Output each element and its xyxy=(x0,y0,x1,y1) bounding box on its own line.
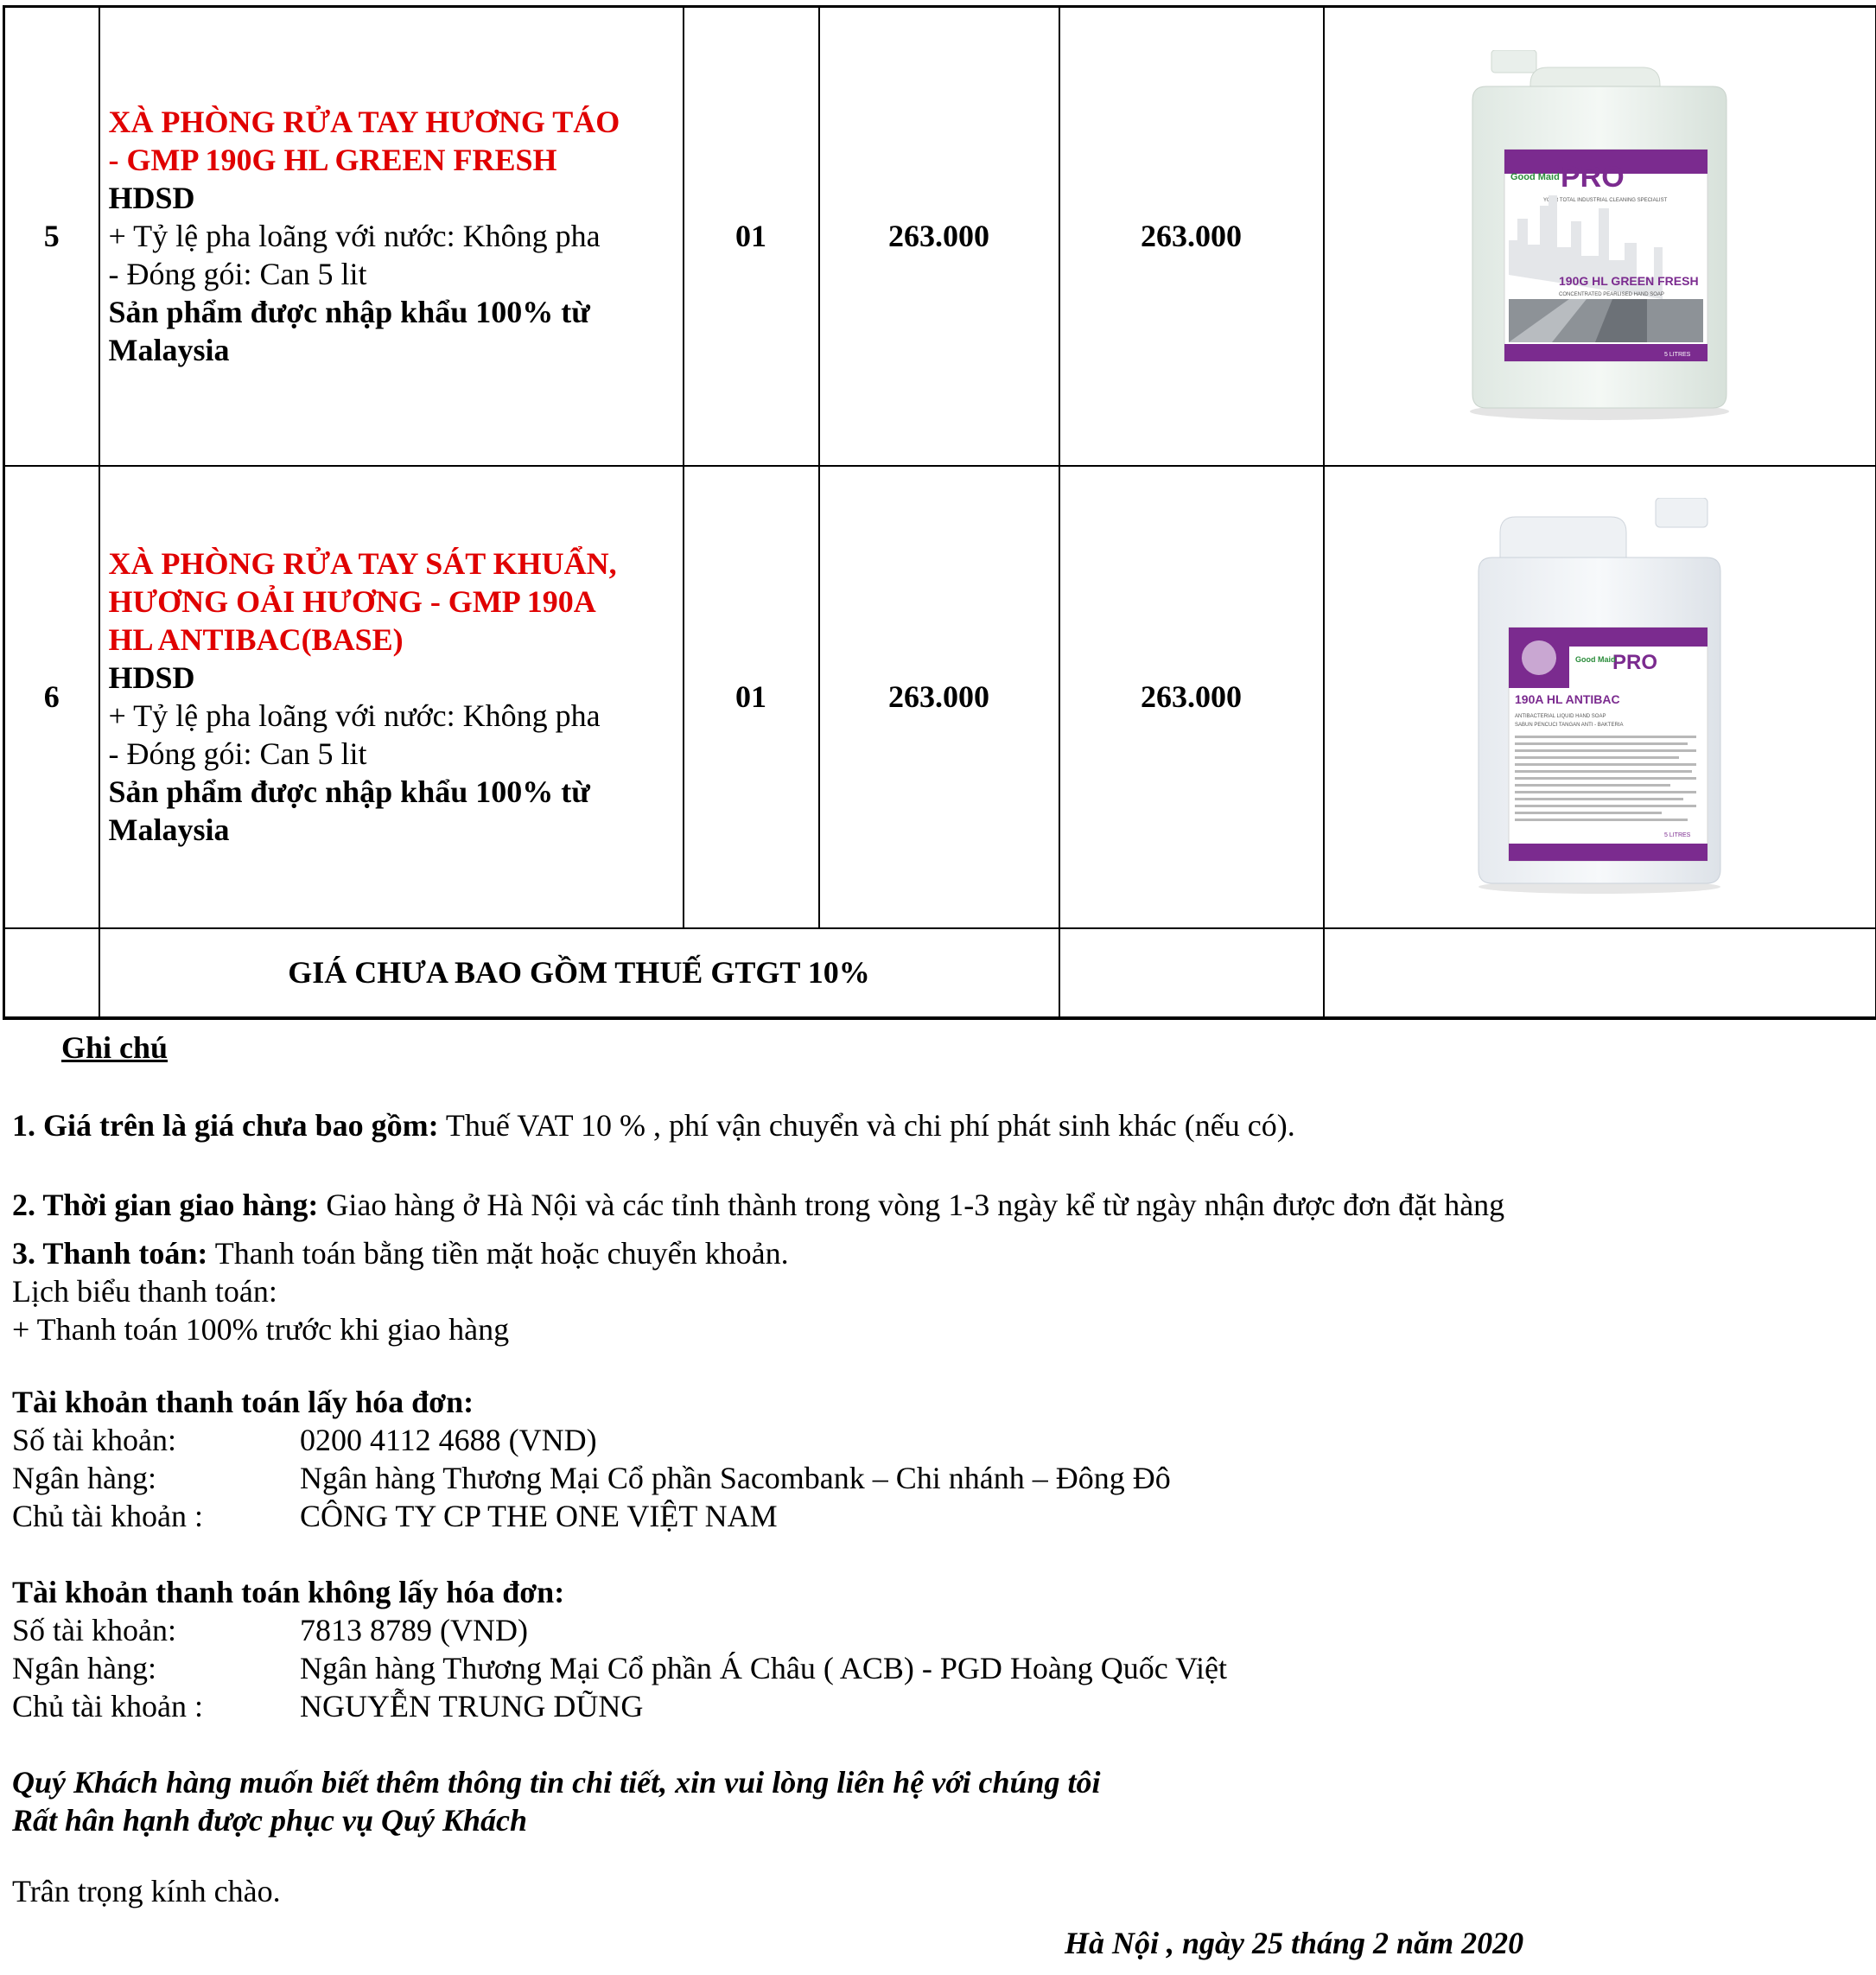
vat-note: GIÁ CHƯA BAO GỒM THUẾ GTGT 10% xyxy=(99,928,1059,1018)
brand-logo-text: PRO xyxy=(1561,161,1625,194)
invoice-account-number: Số tài khoản: 0200 4112 4688 (VND) xyxy=(12,1423,597,1457)
product-table xyxy=(3,5,1876,1020)
invoice-account-heading: Tài khoản thanh toán lấy hóa đơn: xyxy=(12,1385,474,1419)
packaging: - Đóng gói: Can 5 lit xyxy=(108,736,367,771)
svg-text:5 LITRES: 5 LITRES xyxy=(1664,352,1691,359)
origin-note: Sản phẩm được nhập khẩu 100% từ Malaysia xyxy=(108,295,590,368)
product-image-cell xyxy=(1324,7,1876,466)
invoice-account-owner: Chủ tài khoản : CÔNG TY CP THE ONE VIỆT NAM xyxy=(12,1499,778,1533)
closing-contact-line: Quý Khách hàng muốn biết thêm thông tin chi tiết, xin vui lòng liên hệ với chúng tôi xyxy=(12,1765,1101,1800)
notes-heading: Ghi chú xyxy=(61,1030,169,1065)
jerrycan-green-fresh xyxy=(1457,50,1742,422)
table-row xyxy=(4,466,1876,928)
svg-text:Good Maid: Good Maid xyxy=(1575,655,1616,664)
line-total: 263.000 xyxy=(1059,7,1324,466)
product-description xyxy=(99,466,684,928)
closing-greeting: Trân trọng kính chào. xyxy=(12,1874,281,1908)
svg-text:YOUR TOTAL INDUSTRIAL CLEANING: YOUR TOTAL INDUSTRIAL CLEANING SPECIALIST xyxy=(1543,198,1668,204)
svg-text:5 LITRES: 5 LITRES xyxy=(1664,832,1691,838)
brand-logo-text: PRO xyxy=(1612,651,1658,674)
product-image-cell xyxy=(1324,466,1876,928)
no-invoice-account-number: Số tài khoản: 7813 8789 (VND) xyxy=(12,1613,528,1647)
product-image xyxy=(1470,498,1729,895)
quantity: 01 xyxy=(684,7,819,466)
row-number: 5 xyxy=(4,7,99,466)
payment-schedule-item: + Thanh toán 100% trước khi giao hàng xyxy=(12,1312,510,1347)
dilution-ratio: + Tỷ lệ pha loãng với nước: Không pha xyxy=(108,698,601,733)
svg-text:SABUN PENCUCI TANGAN ANTI - BA: SABUN PENCUCI TANGAN ANTI - BAKTERIA xyxy=(1515,723,1624,728)
no-invoice-account-owner: Chủ tài khoản : NGUYỄN TRUNG DŨNG xyxy=(12,1689,644,1723)
note-payment: 3. Thanh toán: Thanh toán bằng tiền mặt hoặc chuyển khoản. xyxy=(12,1236,789,1271)
svg-text:Good Maid: Good Maid xyxy=(1510,172,1561,183)
note-delivery: 2. Thời gian giao hàng: Giao hàng ở Hà Nội và các tỉnh thành trong vòng 1-3 ngày kể từ ngày nhận được đơn đặt hàng xyxy=(12,1188,1505,1222)
quantity: 01 xyxy=(684,466,819,928)
invoice-account-bank: Ngân hàng: Ngân hàng Thương Mại Cổ phần Sacombank – Chi nhánh – Đông Đô xyxy=(12,1461,1171,1495)
product-name-line: XÀ PHÒNG RỬA TAY SÁT KHUẨN, xyxy=(108,546,617,581)
product-name-line: HL ANTIBAC(BASE) xyxy=(108,622,404,657)
line-total: 263.000 xyxy=(1059,466,1324,928)
product-name-line: - GMP 190G HL GREEN FRESH xyxy=(108,143,557,178)
date-line: Hà Nội , ngày 25 tháng 2 năm 2020 xyxy=(1065,1926,1524,1960)
usage-heading: HDSD xyxy=(108,660,195,695)
usage-heading: HDSD xyxy=(108,181,195,216)
unit-price: 263.000 xyxy=(819,7,1059,466)
no-invoice-account-bank: Ngân hàng: Ngân hàng Thương Mại Cổ phần Á Châu ( ACB) - PGD Hoàng Quốc Việt xyxy=(12,1651,1227,1685)
product-image xyxy=(1457,50,1742,422)
closing-service-line: Rất hân hạnh được phục vụ Quý Khách xyxy=(12,1803,528,1838)
row-number: 6 xyxy=(4,466,99,928)
payment-schedule-label: Lịch biểu thanh toán: xyxy=(12,1274,277,1309)
svg-text:CONCENTRATED PEARLISED HAND SO: CONCENTRATED PEARLISED HAND SOAP xyxy=(1559,292,1665,298)
unit-price: 263.000 xyxy=(819,466,1059,928)
svg-text:190A HL ANTIBAC: 190A HL ANTIBAC xyxy=(1515,692,1620,706)
svg-text:190G HL GREEN FRESH: 190G HL GREEN FRESH xyxy=(1559,274,1699,289)
origin-note: Sản phẩm được nhập khẩu 100% từ Malaysia xyxy=(108,774,590,847)
packaging: - Đóng gói: Can 5 lit xyxy=(108,257,367,292)
table-footer-row xyxy=(4,928,1876,1018)
product-name-line: HƯƠNG OẢI HƯƠNG - GMP 190A xyxy=(108,584,596,619)
svg-text:ANTIBACTERIAL LIQUID HAND SOAP: ANTIBACTERIAL LIQUID HAND SOAP xyxy=(1515,714,1606,719)
jerrycan-antibac xyxy=(1470,498,1729,895)
product-description xyxy=(99,7,684,466)
product-name-line: XÀ PHÒNG RỬA TAY HƯƠNG TÁO xyxy=(108,105,620,140)
table-row xyxy=(4,7,1876,466)
note-price: 1. Giá trên là giá chưa bao gồm: Thuế VAT 10 % , phí vận chuyển và chi phí phát sinh khác (nếu có). xyxy=(12,1108,1295,1143)
dilution-ratio: + Tỷ lệ pha loãng với nước: Không pha xyxy=(108,219,601,254)
no-invoice-account-heading: Tài khoản thanh toán không lấy hóa đơn: xyxy=(12,1575,565,1609)
